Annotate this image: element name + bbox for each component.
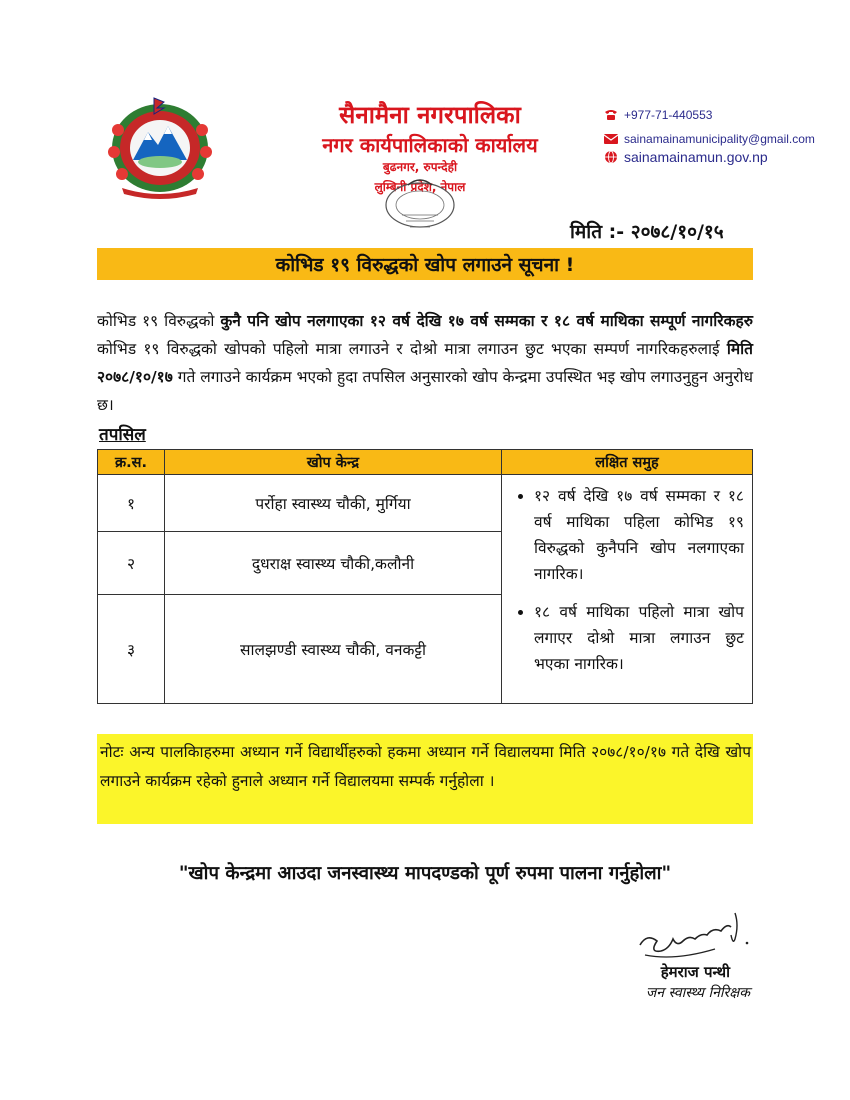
contact-email <box>603 132 815 146</box>
notice-body <box>97 307 753 419</box>
notice-title-bar <box>97 248 753 280</box>
website-url[interactable]: sainamainamun.gov.np <box>624 149 768 165</box>
org-name: सैनामैना नगरपालिका <box>339 101 521 129</box>
table-cell-sn: १ <box>97 474 165 532</box>
body-date-bold: मिति २०७८/१०/१७ <box>97 340 753 386</box>
signer-name: हेमराज पन्थी <box>660 963 730 981</box>
vaccination-center-table <box>97 449 753 704</box>
phone-icon <box>603 108 619 122</box>
org-office: नगर कार्यपालिकाको कार्यालय <box>322 133 538 157</box>
closing-quote: "खोप केन्द्रमा आउदा जनस्वास्थ्य मापदण्डको पूर्ण रुपमा पालना गर्नुहोला" <box>178 863 672 884</box>
note-box: नोटः अन्य पालकिाहरुमा अध्यान गर्ने विद्यार्थीहरुको हकमा अध्यान गर्ने विद्यालयमा मिति २०७८/१०/१७ गते देखि खोप लगाउने कार्यक्रम रहेको हुनाले अध्यान गर्ने विद्यालयमा सम्पर्क गर्नुहोला । <box>97 734 753 824</box>
table-header-center: खोप केन्द्र <box>164 449 502 475</box>
target-group-list <box>516 483 744 677</box>
email-icon <box>603 132 619 146</box>
phone-number: +977-71-440553 <box>624 108 713 122</box>
body-text: कोभिड १९ विरुद्धको <box>97 312 221 330</box>
nepal-emblem-logo <box>100 90 220 200</box>
target-group-item: • १८ वर्ष माथिका पहिलो मात्रा खोप लगाएर दोश्रो मात्रा लगाउन छुट भएका नागरिक। <box>534 599 744 677</box>
target-group-item: • १२ वर्ष देखि १७ वर्ष सम्मका र १८ वर्ष माथिका पहिला कोभिड १९ विरुद्धको कुनैपनि खोप नलगाएका नागरिक। <box>534 483 744 587</box>
notice-title: कोभिड १९ विरुद्धको खोप लगाउने सूचना ! <box>275 254 575 276</box>
table-cell-center: सालझण्डी स्वास्थ्य चौकी, वनकट्टी <box>164 594 502 704</box>
target-group-cell <box>501 474 753 704</box>
table-cell-sn: २ <box>97 531 165 595</box>
svg-text:लुम्बिनी प्रदेश, नेपाल: लुम्बिनी प्रदेश, नेपाल <box>374 180 466 194</box>
notice-date: मिति :- २०७८/१०/१५ <box>570 221 724 243</box>
signature <box>635 905 755 967</box>
table-cell-center: पर्रोहा स्वास्थ्य चौकी, मुर्गिया <box>164 474 502 532</box>
contact-website <box>603 149 768 165</box>
table-header-target: लक्षित समुह <box>501 449 753 475</box>
globe-icon <box>603 150 619 164</box>
body-text-bold: कुनै पनि खोप नलगाएका १२ वर्ष देखि १७ वर्ष सम्मका र १८ वर्ष माथिका सम्पूर्ण नागरिकहरु <box>220 312 753 330</box>
contact-phone <box>603 108 712 122</box>
signer-title: जन स्वास्थ्य निरिक्षक <box>645 985 750 1001</box>
table-cell-center: दुधराक्ष स्वास्थ्य चौकी,कलौनी <box>164 531 502 595</box>
official-stamp <box>350 155 490 237</box>
body-text: कोभिड १९ विरुद्धको खोपको पहिलो मात्रा लगाउने र दोश्रो मात्रा लगाउन छुट भएका सम्पर्ण नागरिकहरुलाई <box>97 340 727 358</box>
svg-text:बुढनगर, रुपन्देही: बुढनगर, रुपन्देही <box>382 160 458 174</box>
table-header-sn: क्र.स. <box>97 449 165 475</box>
table-cell-sn: ३ <box>97 594 165 704</box>
body-text: गते लगाउने कार्यक्रम भएको हुदा तपसिल अनुसारको खोप केन्द्रमा उपस्थित भइ खोप लगाउनुहुन अनुरोध छ। <box>97 368 753 414</box>
tapsil-heading: तपसिल <box>99 425 146 445</box>
email-address[interactable]: sainamainamunicipality@gmail.com <box>624 132 815 146</box>
